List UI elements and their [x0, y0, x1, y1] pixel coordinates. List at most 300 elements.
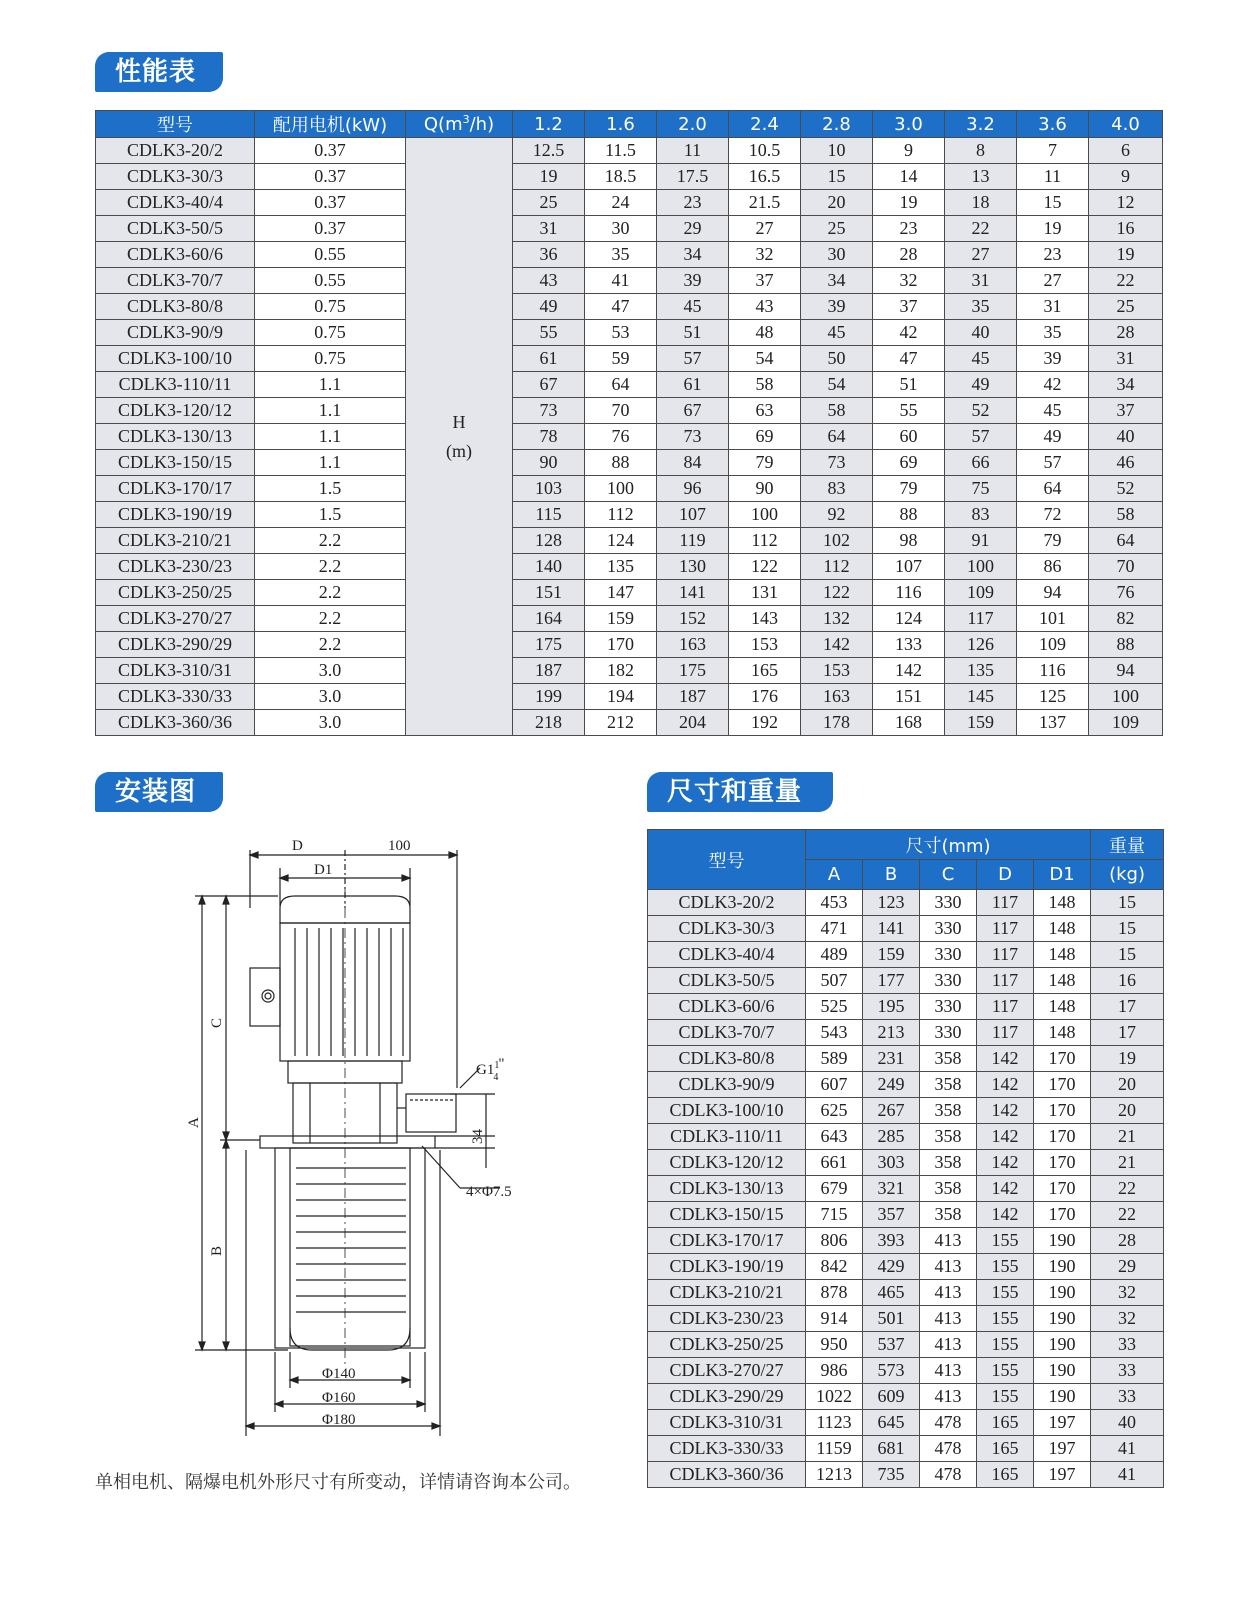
head-value-cell: 28 — [1089, 320, 1163, 346]
head-value-cell: 25 — [513, 190, 585, 216]
head-value-cell: 11 — [657, 138, 729, 164]
head-value-cell: 103 — [513, 476, 585, 502]
model-cell: CDLK3-170/17 — [96, 476, 255, 502]
table-row — [96, 580, 1163, 606]
table-row — [648, 1358, 1164, 1384]
head-value-cell: 151 — [873, 684, 945, 710]
dim-value-cell: 842 — [806, 1254, 863, 1280]
table-row — [96, 268, 1163, 294]
head-value-cell: 25 — [1089, 294, 1163, 320]
dim-value-cell: 681 — [863, 1436, 920, 1462]
head-value-cell: 52 — [1089, 476, 1163, 502]
head-value-cell: 58 — [729, 372, 801, 398]
head-value-cell: 19 — [513, 164, 585, 190]
dim-value-cell: 413 — [920, 1358, 977, 1384]
head-value-cell: 175 — [513, 632, 585, 658]
dim-value-cell: 330 — [920, 1020, 977, 1046]
head-value-cell: 63 — [729, 398, 801, 424]
table-row — [96, 346, 1163, 372]
head-value-cell: 101 — [1017, 606, 1089, 632]
head-value-cell: 135 — [945, 658, 1017, 684]
dim-value-cell: 303 — [863, 1150, 920, 1176]
model-cell: CDLK3-40/4 — [96, 190, 255, 216]
dimensions-section-title: 尺寸和重量 — [647, 772, 833, 812]
head-value-cell: 124 — [873, 606, 945, 632]
table-row — [648, 1202, 1164, 1228]
head-value-cell: 124 — [585, 528, 657, 554]
model-cell: CDLK3-210/21 — [96, 528, 255, 554]
head-value-cell: 83 — [801, 476, 873, 502]
footnote: 单相电机、隔爆电机外形尺寸有所变动，详情请咨询本公司。 — [95, 1472, 581, 1493]
head-value-cell: 147 — [585, 580, 657, 606]
dim-value-cell: 413 — [920, 1384, 977, 1410]
head-value-cell: 107 — [873, 554, 945, 580]
dim-value-cell: 155 — [977, 1384, 1034, 1410]
head-value-cell: 170 — [585, 632, 657, 658]
head-value-cell: 58 — [801, 398, 873, 424]
dim-value-cell: 142 — [977, 1046, 1034, 1072]
motor-cell: 1.5 — [255, 476, 406, 502]
dim-value-cell: 358 — [920, 1176, 977, 1202]
dim-value-cell: 190 — [1034, 1228, 1091, 1254]
dim-value-cell: 17 — [1091, 994, 1164, 1020]
head-value-cell: 37 — [729, 268, 801, 294]
motor-cell: 0.55 — [255, 268, 406, 294]
head-value-cell: 119 — [657, 528, 729, 554]
dim-value-cell: 155 — [977, 1254, 1034, 1280]
dim-model-cell: CDLK3-50/5 — [648, 968, 806, 994]
flow-col-header: 4.0 — [1089, 111, 1163, 138]
head-value-cell: 90 — [729, 476, 801, 502]
dim-value-cell: 190 — [1034, 1358, 1091, 1384]
head-value-cell: 55 — [513, 320, 585, 346]
table-row — [648, 942, 1164, 968]
model-cell: CDLK3-290/29 — [96, 632, 255, 658]
head-value-cell: 31 — [1089, 346, 1163, 372]
head-value-cell: 28 — [873, 242, 945, 268]
head-value-cell: 187 — [513, 658, 585, 684]
dim-value-cell: 141 — [863, 916, 920, 942]
table-row — [648, 1150, 1164, 1176]
dim-100-label: 100 — [388, 838, 411, 854]
table-row — [96, 294, 1163, 320]
motor-cell: 0.75 — [255, 320, 406, 346]
table-row — [96, 502, 1163, 528]
dim-value-cell: 32 — [1091, 1306, 1164, 1332]
dim-value-cell: 358 — [920, 1150, 977, 1176]
motor-cell: 2.2 — [255, 554, 406, 580]
dim-model-cell: CDLK3-20/2 — [648, 890, 806, 916]
dim-value-cell: 155 — [977, 1358, 1034, 1384]
table-row — [96, 554, 1163, 580]
head-value-cell: 40 — [945, 320, 1017, 346]
head-value-cell: 19 — [1017, 216, 1089, 242]
dim-value-cell: 20 — [1091, 1098, 1164, 1124]
head-value-cell: 49 — [513, 294, 585, 320]
dim-value-cell: 197 — [1034, 1462, 1091, 1488]
model-cell: CDLK3-360/36 — [96, 710, 255, 736]
weight-header: 重量 — [1091, 830, 1164, 860]
head-value-cell: 78 — [513, 424, 585, 450]
mounting-holes-label: 4×Φ7.5 — [466, 1184, 512, 1200]
head-value-cell: 79 — [1017, 528, 1089, 554]
motor-cell: 0.37 — [255, 190, 406, 216]
dim-value-cell: 148 — [1034, 994, 1091, 1020]
table-row — [96, 398, 1163, 424]
dim-value-cell: 195 — [863, 994, 920, 1020]
head-value-cell: 37 — [873, 294, 945, 320]
head-value-cell: 152 — [657, 606, 729, 632]
head-value-cell: 82 — [1089, 606, 1163, 632]
dim-value-cell: 358 — [920, 1072, 977, 1098]
model-cell: CDLK3-230/23 — [96, 554, 255, 580]
head-value-cell: 48 — [729, 320, 801, 346]
table-row — [648, 890, 1164, 916]
dim-value-cell: 679 — [806, 1176, 863, 1202]
head-unit: (m) — [446, 440, 472, 461]
head-value-cell: 22 — [1089, 268, 1163, 294]
head-value-cell: 96 — [657, 476, 729, 502]
dim-d-label: D — [292, 838, 303, 854]
flow-col-header: 1.6 — [585, 111, 657, 138]
phi180-label: Φ180 — [322, 1412, 356, 1428]
table-row — [648, 968, 1164, 994]
head-value-cell: 70 — [1089, 554, 1163, 580]
dim-col-header: D1 — [1034, 860, 1091, 890]
head-value-cell: 25 — [801, 216, 873, 242]
head-value-cell: 137 — [1017, 710, 1089, 736]
dim-value-cell: 170 — [1034, 1202, 1091, 1228]
dim-value-cell: 33 — [1091, 1332, 1164, 1358]
dim-value-cell: 40 — [1091, 1410, 1164, 1436]
head-value-cell: 83 — [945, 502, 1017, 528]
dim-34-label: 34 — [470, 1129, 486, 1144]
head-value-cell: 70 — [585, 398, 657, 424]
table-row — [96, 606, 1163, 632]
dim-value-cell: 148 — [1034, 1020, 1091, 1046]
head-value-cell: 27 — [1017, 268, 1089, 294]
head-value-cell: 27 — [945, 242, 1017, 268]
table-row — [648, 1254, 1164, 1280]
head-value-cell: 54 — [801, 372, 873, 398]
head-value-cell: 140 — [513, 554, 585, 580]
model-cell: CDLK3-100/10 — [96, 346, 255, 372]
motor-header: 配用电机(kW) — [255, 111, 406, 138]
flow-suffix: /h) — [469, 114, 495, 135]
table-row — [96, 372, 1163, 398]
head-value-cell: 165 — [729, 658, 801, 684]
dim-model-cell: CDLK3-130/13 — [648, 1176, 806, 1202]
head-value-cell: 7 — [1017, 138, 1089, 164]
head-value-cell: 35 — [1017, 320, 1089, 346]
head-value-cell: 112 — [729, 528, 801, 554]
head-value-cell: 15 — [1017, 190, 1089, 216]
head-value-cell: 122 — [729, 554, 801, 580]
dim-value-cell: 117 — [977, 994, 1034, 1020]
table-row — [648, 916, 1164, 942]
dim-value-cell: 29 — [1091, 1254, 1164, 1280]
dim-d1-label: D1 — [314, 862, 333, 878]
dim-value-cell: 1213 — [806, 1462, 863, 1488]
model-cell: CDLK3-250/25 — [96, 580, 255, 606]
head-value-cell: 151 — [513, 580, 585, 606]
performance-header-row — [96, 111, 1163, 138]
head-value-cell: 143 — [729, 606, 801, 632]
head-value-cell: 20 — [801, 190, 873, 216]
dim-model-cell: CDLK3-90/9 — [648, 1072, 806, 1098]
head-value-cell: 116 — [1017, 658, 1089, 684]
dim-value-cell: 165 — [977, 1462, 1034, 1488]
dim-model-cell: CDLK3-190/19 — [648, 1254, 806, 1280]
head-value-cell: 16 — [1089, 216, 1163, 242]
flow-sup: 3 — [462, 113, 470, 126]
head-value-cell: 47 — [873, 346, 945, 372]
head-value-cell: 175 — [657, 658, 729, 684]
head-value-cell: 60 — [873, 424, 945, 450]
head-value-cell: 159 — [585, 606, 657, 632]
head-value-cell: 141 — [657, 580, 729, 606]
dim-col-header: C — [920, 860, 977, 890]
head-value-cell: 109 — [945, 580, 1017, 606]
motor-cell: 1.1 — [255, 450, 406, 476]
phi140-label: Φ140 — [322, 1366, 356, 1382]
dim-value-cell: 1123 — [806, 1410, 863, 1436]
table-row — [96, 528, 1163, 554]
head-value-cell: 11.5 — [585, 138, 657, 164]
head-value-cell: 21.5 — [729, 190, 801, 216]
motor-cell: 0.75 — [255, 294, 406, 320]
head-value-cell: 57 — [657, 346, 729, 372]
dim-value-cell: 525 — [806, 994, 863, 1020]
dim-value-cell: 190 — [1034, 1254, 1091, 1280]
dim-c-label: C — [209, 1017, 225, 1028]
head-value-cell: 176 — [729, 684, 801, 710]
head-value-cell: 153 — [729, 632, 801, 658]
dim-value-cell: 986 — [806, 1358, 863, 1384]
dim-value-cell: 321 — [863, 1176, 920, 1202]
head-value-cell: 145 — [945, 684, 1017, 710]
flow-col-header: 3.2 — [945, 111, 1017, 138]
dim-model-cell: CDLK3-70/7 — [648, 1020, 806, 1046]
head-value-cell: 112 — [801, 554, 873, 580]
dim-value-cell: 170 — [1034, 1098, 1091, 1124]
head-value-cell: 16.5 — [729, 164, 801, 190]
dim-value-cell: 117 — [977, 916, 1034, 942]
flow-col-header: 2.4 — [729, 111, 801, 138]
weight-unit-header: (kg) — [1091, 860, 1164, 890]
head-value-cell: 18.5 — [585, 164, 657, 190]
head-value-cell: 30 — [801, 242, 873, 268]
head-value-cell: 164 — [513, 606, 585, 632]
head-value-cell: 159 — [945, 710, 1017, 736]
head-value-cell: 22 — [945, 216, 1017, 242]
dim-value-cell: 32 — [1091, 1280, 1164, 1306]
head-value-cell: 76 — [585, 424, 657, 450]
head-value-cell: 45 — [945, 346, 1017, 372]
dim-value-cell: 330 — [920, 942, 977, 968]
dim-model-cell: CDLK3-290/29 — [648, 1384, 806, 1410]
dim-model-cell: CDLK3-170/17 — [648, 1228, 806, 1254]
motor-cell: 0.55 — [255, 242, 406, 268]
head-value-cell: 31 — [945, 268, 1017, 294]
head-value-cell: 46 — [1089, 450, 1163, 476]
motor-cell: 1.1 — [255, 372, 406, 398]
head-value-cell: 39 — [801, 294, 873, 320]
model-cell: CDLK3-50/5 — [96, 216, 255, 242]
table-row — [648, 1306, 1164, 1332]
dim-value-cell: 22 — [1091, 1176, 1164, 1202]
dim-value-cell: 231 — [863, 1046, 920, 1072]
head-value-cell: 31 — [513, 216, 585, 242]
motor-cell: 0.37 — [255, 164, 406, 190]
table-row — [96, 632, 1163, 658]
dim-model-cell: CDLK3-230/23 — [648, 1306, 806, 1332]
head-value-cell: 50 — [801, 346, 873, 372]
head-value-cell: 42 — [873, 320, 945, 346]
table-row — [96, 242, 1163, 268]
dim-value-cell: 643 — [806, 1124, 863, 1150]
thread-den: 4 — [493, 1072, 499, 1083]
table-row — [648, 1228, 1164, 1254]
motor-cell: 0.37 — [255, 138, 406, 164]
dim-value-cell: 142 — [977, 1176, 1034, 1202]
head-value-cell: 15 — [801, 164, 873, 190]
dim-value-cell: 878 — [806, 1280, 863, 1306]
head-value-cell: 109 — [1017, 632, 1089, 658]
head-value-cell: 51 — [873, 372, 945, 398]
dim-model-cell: CDLK3-120/12 — [648, 1150, 806, 1176]
dim-value-cell: 393 — [863, 1228, 920, 1254]
dim-value-cell: 190 — [1034, 1384, 1091, 1410]
head-value-cell: 153 — [801, 658, 873, 684]
table-row — [96, 658, 1163, 684]
dim-value-cell: 501 — [863, 1306, 920, 1332]
dim-value-cell: 28 — [1091, 1228, 1164, 1254]
head-value-cell: 59 — [585, 346, 657, 372]
table-row — [648, 1410, 1164, 1436]
head-value-cell: 182 — [585, 658, 657, 684]
head-value-cell: 53 — [585, 320, 657, 346]
performance-section-title: 性能表 — [95, 52, 223, 92]
head-value-cell: 91 — [945, 528, 1017, 554]
head-value-cell: 64 — [801, 424, 873, 450]
dim-value-cell: 413 — [920, 1280, 977, 1306]
model-cell: CDLK3-150/15 — [96, 450, 255, 476]
flow-col-header: 1.2 — [513, 111, 585, 138]
head-value-cell: 128 — [513, 528, 585, 554]
dim-value-cell: 330 — [920, 994, 977, 1020]
thread-inch: " — [498, 1056, 505, 1072]
dim-value-cell: 715 — [806, 1202, 863, 1228]
head-value-cell: 133 — [873, 632, 945, 658]
head-value-cell: 122 — [801, 580, 873, 606]
dim-value-cell: 358 — [920, 1124, 977, 1150]
dim-value-cell: 142 — [977, 1150, 1034, 1176]
dim-value-cell: 357 — [863, 1202, 920, 1228]
head-value-cell: 57 — [945, 424, 1017, 450]
head-value-cell: 204 — [657, 710, 729, 736]
head-value-cell: 69 — [873, 450, 945, 476]
model-cell: CDLK3-120/12 — [96, 398, 255, 424]
dim-value-cell: 465 — [863, 1280, 920, 1306]
dim-value-cell: 170 — [1034, 1150, 1091, 1176]
dim-value-cell: 429 — [863, 1254, 920, 1280]
head-value-cell: 100 — [1089, 684, 1163, 710]
table-row — [648, 1046, 1164, 1072]
head-value-cell: 79 — [873, 476, 945, 502]
flow-prefix: Q(m — [423, 114, 463, 135]
dim-col-header: B — [863, 860, 920, 890]
head-value-cell: 43 — [513, 268, 585, 294]
table-row — [96, 684, 1163, 710]
dim-model-cell: CDLK3-80/8 — [648, 1046, 806, 1072]
motor-cell: 2.2 — [255, 606, 406, 632]
head-value-cell: 130 — [657, 554, 729, 580]
dim-model-cell: CDLK3-330/33 — [648, 1436, 806, 1462]
head-value-cell: 94 — [1089, 658, 1163, 684]
head-value-cell: 218 — [513, 710, 585, 736]
head-value-cell: 55 — [873, 398, 945, 424]
head-value-cell: 45 — [1017, 398, 1089, 424]
dim-value-cell: 645 — [863, 1410, 920, 1436]
dim-value-cell: 155 — [977, 1332, 1034, 1358]
motor-cell: 2.2 — [255, 528, 406, 554]
head-value-cell: 19 — [873, 190, 945, 216]
head-label-cell — [406, 138, 513, 736]
head-value-cell: 131 — [729, 580, 801, 606]
performance-table — [95, 110, 1163, 736]
model-cell: CDLK3-110/11 — [96, 372, 255, 398]
dim-value-cell: 609 — [863, 1384, 920, 1410]
dim-model-cell: CDLK3-310/31 — [648, 1410, 806, 1436]
dim-model-cell: CDLK3-60/6 — [648, 994, 806, 1020]
head-value-cell: 79 — [729, 450, 801, 476]
head-value-cell: 72 — [1017, 502, 1089, 528]
flow-col-header: 2.8 — [801, 111, 873, 138]
head-value-cell: 107 — [657, 502, 729, 528]
flow-col-header: 3.6 — [1017, 111, 1089, 138]
head-value-cell: 212 — [585, 710, 657, 736]
dim-model-cell: CDLK3-210/21 — [648, 1280, 806, 1306]
dim-value-cell: 413 — [920, 1306, 977, 1332]
head-value-cell: 168 — [873, 710, 945, 736]
dim-value-cell: 159 — [863, 942, 920, 968]
head-value-cell: 100 — [585, 476, 657, 502]
table-row — [96, 320, 1163, 346]
head-value-cell: 49 — [1017, 424, 1089, 450]
head-value-cell: 163 — [801, 684, 873, 710]
head-value-cell: 8 — [945, 138, 1017, 164]
head-value-cell: 10.5 — [729, 138, 801, 164]
flow-col-header: 3.0 — [873, 111, 945, 138]
dim-value-cell: 197 — [1034, 1410, 1091, 1436]
dim-value-cell: 413 — [920, 1332, 977, 1358]
dim-value-cell: 607 — [806, 1072, 863, 1098]
dim-value-cell: 165 — [977, 1410, 1034, 1436]
head-value-cell: 126 — [945, 632, 1017, 658]
installation-section-title: 安装图 — [95, 772, 223, 812]
dim-value-cell: 914 — [806, 1306, 863, 1332]
head-value-cell: 45 — [657, 294, 729, 320]
dim-value-cell: 155 — [977, 1280, 1034, 1306]
dim-value-cell: 190 — [1034, 1306, 1091, 1332]
table-row — [96, 424, 1163, 450]
head-value-cell: 115 — [513, 502, 585, 528]
head-value-cell: 13 — [945, 164, 1017, 190]
head-value-cell: 29 — [657, 216, 729, 242]
dim-value-cell: 589 — [806, 1046, 863, 1072]
table-row — [648, 1384, 1164, 1410]
